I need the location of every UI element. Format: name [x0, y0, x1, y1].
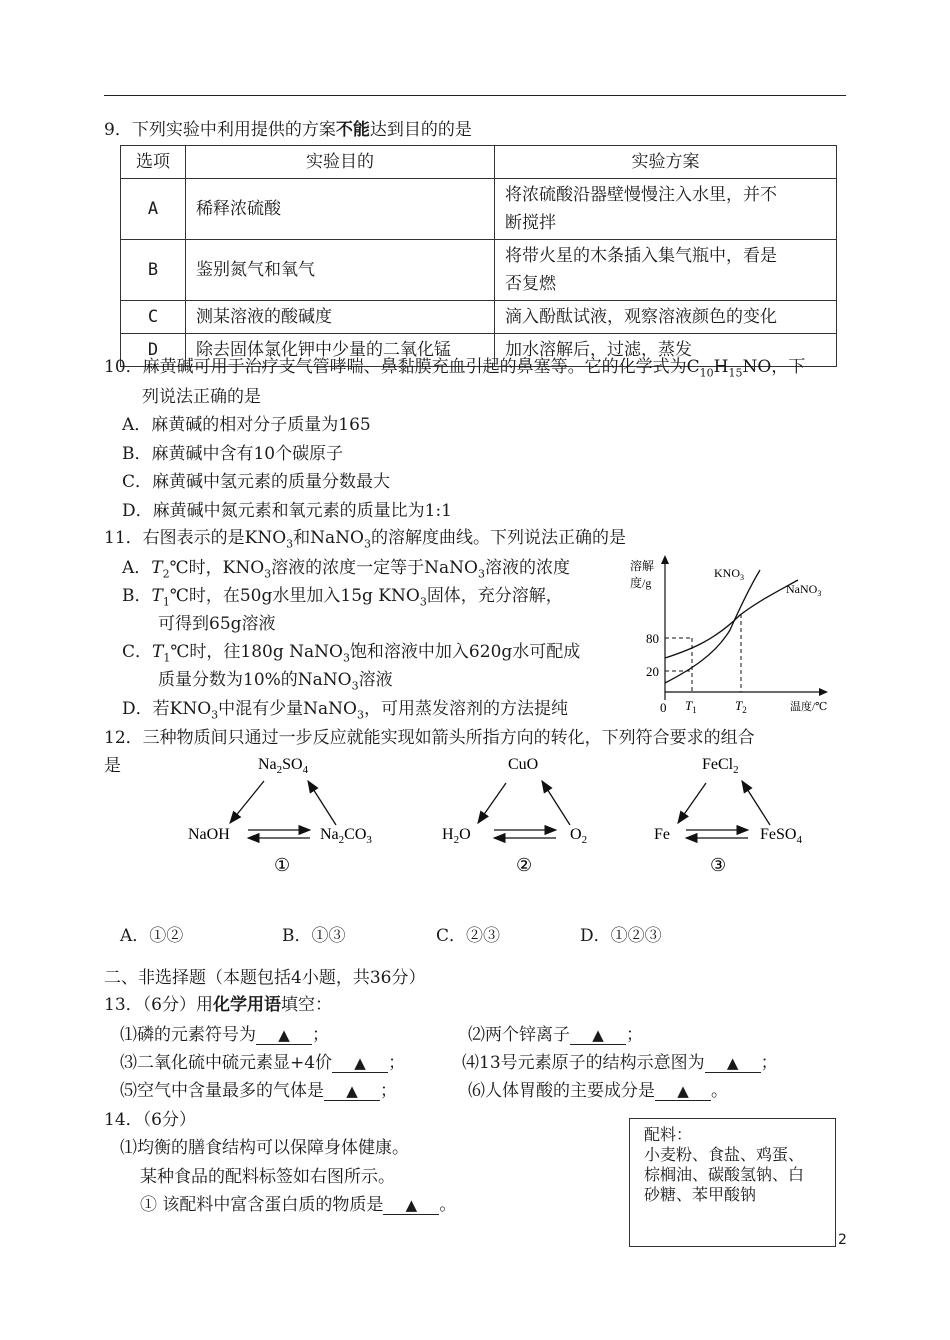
q9-stem — [104, 115, 472, 140]
table-header-cell: 实验目的 — [186, 146, 495, 179]
q11-text: C． — [122, 642, 153, 662]
q11-text: 和NaNO — [293, 528, 364, 548]
q11-text: 11．右图表示的是KNO — [104, 528, 287, 548]
table-cell-plan — [495, 179, 837, 240]
q13-text: ； — [388, 1053, 406, 1073]
nano3-curve — [665, 580, 798, 658]
table-cell-goal: 除去固体氯化钾中少量的二氧化锰 — [186, 334, 495, 367]
q11-option-a — [122, 553, 570, 580]
plan-line: 否复燃 — [505, 274, 556, 294]
graph-ylabel-1: 溶解 — [630, 559, 655, 573]
q13-item-5 — [120, 1076, 397, 1101]
q13-text: 填空： — [280, 995, 332, 1015]
plan-line: 将带火星的木条插入集气瓶中，看是 — [505, 246, 777, 266]
q11-sub: 1 — [162, 595, 170, 609]
ingredients-line: 小麦粉、食盐、鸡蛋、 — [644, 1145, 805, 1164]
q9-stem-text: 9．下列实验中利用提供的方案 — [104, 120, 336, 140]
graph-y80-label: 80 — [646, 631, 659, 646]
q11-text: ℃时，在50g水里加入15g KNO — [169, 586, 420, 606]
plan-line: 将浓硫酸沿器壁慢慢注入水里，并不 — [505, 185, 777, 205]
page-number: 2 — [838, 1232, 847, 1248]
q11-text: D．若KNO — [122, 699, 212, 719]
graph-y-arrow — [661, 555, 669, 564]
table-header-cell: 选项 — [121, 146, 186, 179]
q10-sub: 10 — [699, 366, 714, 380]
g3-left: Fe — [654, 826, 670, 843]
q11-italic: T — [151, 586, 163, 606]
q11-sub: 3 — [419, 595, 427, 609]
table-cell-option: A — [121, 179, 186, 240]
q12-option-d: D．①②③ — [580, 926, 662, 946]
q12-option-a: A．①② — [120, 926, 184, 946]
t1-label: $T_1$ — [685, 698, 697, 715]
q13-text: ⑵两个锌离子 — [468, 1025, 570, 1045]
q12-diagrams — [170, 745, 850, 885]
q9-table — [120, 145, 837, 367]
answer-blank[interactable]: ▲ — [570, 1026, 626, 1045]
g2-right: $O_2$ — [570, 826, 588, 846]
q9-stem-text-end: 达到目的的是 — [369, 120, 472, 140]
q11-text: ℃时，往180g NaNO — [170, 642, 343, 662]
q13-text: ； — [626, 1025, 643, 1045]
q10-text: H — [713, 357, 729, 377]
q11-sub: 3 — [264, 567, 272, 581]
q11-sub: 3 — [286, 537, 294, 551]
ingredients-line: 棕榈油、碳酸氢钠、白 — [644, 1165, 805, 1184]
q13-item-3 — [120, 1048, 405, 1073]
q14-line-3 — [140, 1190, 456, 1215]
q13-stem — [104, 990, 332, 1015]
answer-blank[interactable]: ▲ — [324, 1082, 380, 1101]
q13-text: 。 — [711, 1081, 728, 1101]
q11-text: 中混有少量NaNO — [218, 699, 357, 719]
diagram-2 — [442, 756, 587, 875]
q11-text: 质量分数为10%的NaNO — [158, 670, 352, 690]
q13-text: ⑴磷的元素符号为 — [120, 1025, 256, 1045]
graph-x-arrow — [819, 688, 828, 696]
q12-option-c: C．②③ — [436, 926, 501, 946]
g1-arrow-top-left — [230, 781, 264, 823]
table-row — [121, 301, 837, 334]
q13-text: ⑷13号元素原子的结构示意图为 — [462, 1053, 705, 1073]
q11-option-c-line2 — [158, 665, 393, 692]
q10-option-b: B．麻黄碱中含有10个碳原子 — [122, 444, 344, 464]
section-heading: 二、非选择题（本题包括4小题，共36分） — [104, 968, 426, 988]
table-cell-goal: 测某溶液的酸碱度 — [186, 301, 495, 334]
q11-italic: T — [152, 642, 164, 662]
g2-arrow-top-left — [478, 783, 506, 823]
g1-right: $Na_2CO_3$ — [320, 826, 372, 846]
answer-blank[interactable]: ▲ — [332, 1054, 388, 1073]
answer-blank[interactable]: ▲ — [383, 1196, 439, 1215]
table-cell-option: B — [121, 240, 186, 301]
table-row — [121, 179, 837, 240]
g1-number: ① — [274, 855, 291, 875]
answer-blank[interactable]: ▲ — [705, 1054, 761, 1073]
g1-top: $Na_2SO_4$ — [258, 756, 309, 776]
q11-text: 溶液的浓度一定等于NaNO — [271, 558, 478, 578]
table-cell-goal: 稀释浓硫酸 — [186, 179, 495, 240]
q11-stem — [104, 523, 626, 550]
q11-text: B． — [122, 586, 152, 606]
table-cell-plan: 加水溶解后，过滤，蒸发 — [495, 334, 837, 367]
g1-arrow-right-top — [308, 781, 336, 825]
q13-item-2 — [468, 1020, 643, 1045]
q14-line-2: 某种食品的配料标签如右图所示。 — [140, 1167, 395, 1187]
q13-text: ； — [380, 1081, 397, 1101]
solubility-graph — [620, 550, 846, 720]
q11-text: ℃时，KNO — [169, 558, 265, 578]
diagram-3 — [654, 756, 802, 875]
q12-option-b: B．①③ — [282, 926, 346, 946]
table-header-cell: 实验方案 — [495, 146, 837, 179]
kno3-curve — [665, 570, 760, 683]
table-cell-plan: 滴入酚酞试液，观察溶液颜色的变化 — [495, 301, 837, 334]
table-cell-plan — [495, 240, 837, 301]
answer-blank[interactable]: ▲ — [256, 1026, 312, 1045]
q10-option-d: D．麻黄碱中氮元素和氧元素的质量比为1:1 — [122, 501, 452, 521]
table-row — [121, 240, 837, 301]
table-header-row — [121, 146, 837, 179]
g1-left: NaOH — [188, 826, 230, 843]
g3-arrow-right-top — [742, 781, 770, 825]
q10-stem-line1 — [104, 352, 805, 379]
q13-text: 13．（6分）用 — [104, 995, 213, 1015]
q13-text: ⑹人体胃酸的主要成分是 — [468, 1081, 655, 1101]
nano3-label: NaNO$_3$ — [786, 582, 822, 598]
table-cell-goal: 鉴别氮气和氧气 — [186, 240, 495, 301]
q10-text: 10．麻黄碱可用于治疗支气管哮喘、鼻黏膜充血引起的鼻塞等。它的化学式为C — [104, 357, 700, 377]
ingredients-line: 砂糖、苯甲酸钠 — [644, 1185, 757, 1204]
graph-origin: 0 — [660, 700, 667, 715]
q10-option-c: C．麻黄碱中氢元素的质量分数最大 — [122, 472, 391, 492]
q11-sub: 2 — [162, 567, 170, 581]
q13-text: ⑶二氧化硫中硫元素显+4价 — [120, 1053, 333, 1073]
q14-stem: 14．（6分） — [104, 1110, 196, 1130]
q11-sub: 3 — [356, 708, 364, 722]
g2-left: $H_2O$ — [442, 826, 471, 846]
table-cell-option: D — [121, 334, 186, 367]
q11-text: 溶液 — [358, 670, 393, 690]
kno3-label: $KNO_3$ — [714, 566, 744, 582]
q13-item-4 — [462, 1048, 778, 1073]
q10-option-a: A．麻黄碱的相对分子质量为165 — [122, 415, 371, 435]
q14-line-1: ⑴均衡的膳食结构可以保障身体健康。 — [120, 1138, 409, 1158]
q13-stem-bold: 化学用语 — [212, 995, 281, 1015]
q11-italic: T — [151, 558, 163, 578]
g3-arrow-top-left — [678, 783, 706, 823]
table-cell-option: C — [121, 301, 186, 334]
q13-item-6 — [468, 1076, 728, 1101]
q10-sub: 15 — [728, 366, 743, 380]
q11-option-b-line2: 可得到65g溶液 — [158, 614, 276, 634]
q9-stem-bold: 不能 — [335, 120, 370, 140]
g2-arrow-right-top — [542, 781, 570, 825]
q11-text: A． — [122, 558, 152, 578]
graph-y20-label: 20 — [646, 664, 659, 679]
g3-number: ③ — [710, 855, 727, 875]
q14-text: ① 该配料中富含蛋白质的物质是 — [140, 1195, 384, 1215]
t2-label: $T_2$ — [735, 698, 747, 715]
q11-sub: 3 — [363, 537, 371, 551]
q12-stem-line2: 是 — [104, 756, 121, 776]
g2-number: ② — [516, 855, 533, 875]
q11-sub: 3 — [211, 708, 219, 722]
g3-right: FeSO$_4$ — [760, 826, 802, 846]
q11-sub: 3 — [477, 567, 485, 581]
ingredients-label-box — [629, 1118, 836, 1247]
q11-text: 饱和溶液中加入620g水可配成 — [349, 642, 581, 662]
q13-text: ； — [760, 1053, 778, 1073]
q11-text: 的溶解度曲线。下列说法正确的是 — [370, 528, 626, 548]
q10-text: NO，下 — [742, 357, 806, 377]
g2-top: CuO — [508, 756, 539, 773]
q10-stem-line2: 列说法正确的是 — [142, 387, 261, 407]
q14-text: 。 — [439, 1195, 457, 1215]
diagram-1 — [188, 756, 372, 875]
ingredients-title: 配料： — [644, 1125, 693, 1144]
header-rule — [104, 95, 846, 96]
graph-ylabel-2: 度/g — [630, 576, 652, 590]
q11-option-b — [122, 581, 563, 608]
q13-text: ； — [312, 1025, 329, 1045]
q11-sub: 3 — [342, 651, 350, 665]
q11-option-d — [122, 694, 568, 721]
q13-text: ⑸空气中含量最多的气体是 — [120, 1081, 324, 1101]
q12-stem-line1: 12．三种物质间只通过一步反应就能实现如箭头所指方向的转化，下列符合要求的组合 — [104, 728, 755, 748]
q11-text: 溶液的浓度 — [484, 558, 570, 578]
q11-option-c — [122, 637, 580, 664]
q11-sub: 1 — [163, 651, 171, 665]
q11-text: 固体，充分溶解， — [426, 586, 563, 606]
q11-text: ，可用蒸发溶剂的方法提纯 — [363, 699, 568, 719]
plan-line: 断搅拌 — [505, 213, 556, 233]
g3-top: FeCl$_2$ — [702, 756, 739, 776]
graph-xlabel: 温度/℃ — [790, 701, 828, 713]
answer-blank[interactable]: ▲ — [655, 1082, 711, 1101]
q13-item-1 — [120, 1020, 329, 1045]
q11-sub: 3 — [351, 679, 359, 693]
